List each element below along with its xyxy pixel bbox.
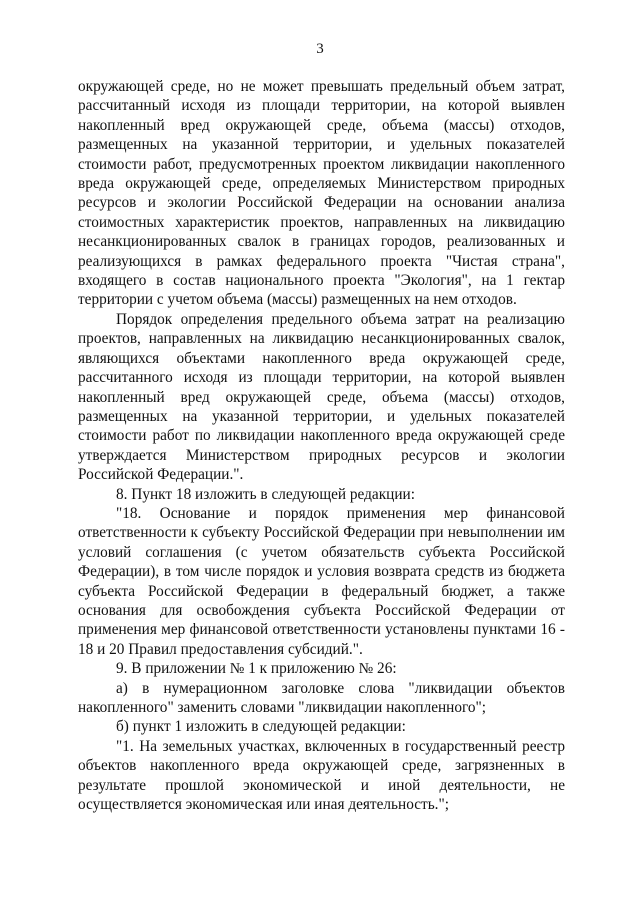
paragraph-subitem-b: б) пункт 1 изложить в следующей редакции: — [116, 718, 406, 736]
paragraph-cost-limit-procedure: Порядок определения предельного объема затрат на реализацию проектов, направленных на ликвидацию несанкционированных свалок, являющихся объектами накопленного вреда окружающей среде, рассчитанного исходя из площади территории, на которой выявлен накопленный вред окружающей среде, объема (массы) отходов, размещенных на указанной территории, и удельных показателей стоимости работ по ликвидации накопленного вреда окружающей среде утверждается Министерством природных ресурсов и экологии Российской Федерации.". — [78, 310, 565, 484]
paragraph-subitem-a: а) в нумерационном заголовке слова "ликвидации объектов накопленного" заменить словами "ликвидации накопленного"; — [78, 679, 565, 716]
paragraph-clause-18: "18. Основание и порядок применения мер финансовой ответственности к субъекту Российской Федерации при невыполнении им условий соглашения (с учетом обязательств субъекта Российской Федерации), в том числе порядок и условия возврата средств из бюджета субъекта Российской Федерации в федеральный бюджет, а также основания для освобождения субъекта Российской Федерации от применения мер финансовой ответственности установлены пунктами 16 - 18 и 20 Правил предоставления субсидий.". — [78, 504, 565, 658]
paragraph-continuation: окружающей среде, но не может превышать предельный объем затрат, рассчитанный исходя из площади территории, на которой выявлен накопленный вред окружающей среде, объема (массы) отходов, размещенных на указанной территории, и удельных показателей стоимости работ, предусмотренных проектом ликвидации накопленного вреда окружающей среде, определяемых Министерством природных ресурсов и экологии Российской Федерации на основании анализа стоимостных характеристик проектов, направленных на ликвидацию несанкционированных свалок в границах городов, реализованных и реализующихся в рамках федерального проекта "Чистая страна", входящего в состав национального проекта "Экология", на 1 гектар территории с учетом объема (массы) размещенных на нем отходов. — [78, 78, 565, 309]
document-body — [78, 77, 565, 814]
paragraph-clause-1: "1. На земельных участках, включенных в государственный реестр объектов накопленного вреда окружающей среде, загрязненных в результате прошлой экономической и иной деятельности, не осуществляется экономическая или иная деятельность."; — [78, 737, 565, 814]
paragraph-item-9: 9. В приложении № 1 к приложению № 26: — [116, 660, 397, 678]
page-number: 3 — [316, 41, 324, 57]
paragraph-item-8: 8. Пункт 18 изложить в следующей редакции: — [116, 485, 415, 503]
